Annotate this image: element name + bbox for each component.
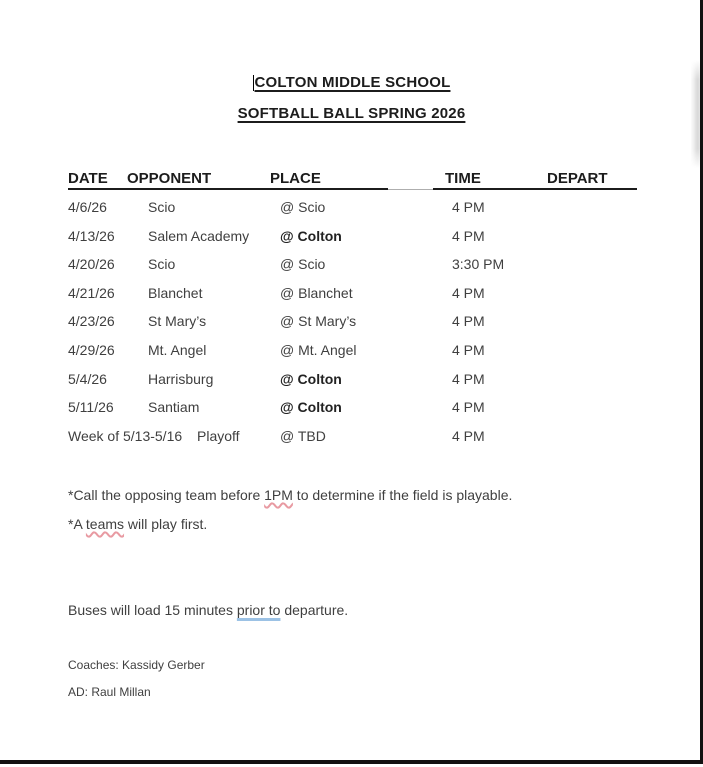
page-edge-shadow xyxy=(691,60,700,168)
header-underline-left xyxy=(68,188,388,190)
cell-time: 4 PM xyxy=(452,228,485,244)
cell-place: @ TBD xyxy=(280,428,326,444)
cell-place: @ Scio xyxy=(280,256,326,272)
header-time: TIME xyxy=(445,170,481,187)
grammar-phrase: prior to xyxy=(236,602,281,618)
note-text: Buses will load 15 minutes xyxy=(68,602,237,618)
footer-coaches: Coaches: Kassidy Gerber xyxy=(68,658,205,672)
note-a-teams xyxy=(68,516,207,532)
table-row xyxy=(0,428,703,450)
cell-opponent: St Mary’s xyxy=(148,313,207,329)
cell-opponent: Santiam xyxy=(148,399,200,415)
cell-time: 4 PM xyxy=(452,428,485,444)
cell-time: 4 PM xyxy=(452,313,485,329)
cell-opponent: Harrisburg xyxy=(148,371,214,387)
cell-place: @ Colton xyxy=(280,371,342,387)
cell-date: 4/13/26 xyxy=(68,228,115,244)
header-opponent: OPPONENT xyxy=(127,170,212,187)
header-place: PLACE xyxy=(270,170,321,187)
doc-title-line1 xyxy=(0,74,703,91)
cell-date: 4/20/26 xyxy=(68,256,115,272)
cell-date: 4/29/26 xyxy=(68,342,115,358)
cell-time: 4 PM xyxy=(452,199,485,215)
note-text: to determine if the field is playable. xyxy=(292,487,513,503)
cell-place: @ Mt. Angel xyxy=(280,342,357,358)
cell-date: 4/6/26 xyxy=(68,199,107,215)
doc-title-line1-text: COLTON MIDDLE SCHOOL xyxy=(254,74,451,91)
header-underline-right xyxy=(433,188,637,190)
header-depart: DEPART xyxy=(547,170,608,187)
note-text: *Call the opposing team before xyxy=(68,487,265,503)
cell-time: 4 PM xyxy=(452,342,485,358)
cell-opponent: Playoff xyxy=(197,428,240,444)
cell-opponent: Blanchet xyxy=(148,285,203,301)
cell-time: 4 PM xyxy=(452,399,485,415)
cell-place: @ Blanchet xyxy=(280,285,353,301)
cell-date: 5/11/26 xyxy=(68,399,114,415)
cell-time: 4 PM xyxy=(452,371,485,387)
spellcheck-word: 1PM xyxy=(264,487,293,503)
doc-title-line2-text: SOFTBALL BALL SPRING 2026 xyxy=(237,105,466,122)
cell-time: 4 PM xyxy=(452,285,485,301)
footer-ad: AD: Raul Millan xyxy=(68,685,151,699)
table-row xyxy=(0,228,703,250)
cell-date: 4/21/26 xyxy=(68,285,115,301)
spellcheck-word: teams xyxy=(85,516,125,532)
doc-title-line2 xyxy=(0,105,703,122)
note-text: departure. xyxy=(280,602,349,618)
note-text: *A xyxy=(68,516,86,532)
cell-place: @ Scio xyxy=(280,199,326,215)
note-text: will play first. xyxy=(124,516,208,532)
table-row xyxy=(0,342,703,364)
cell-opponent: Scio xyxy=(148,199,176,215)
header-underline-middle xyxy=(388,189,433,191)
cell-place: @ Colton xyxy=(280,228,342,244)
cell-opponent: Mt. Angel xyxy=(148,342,207,358)
table-row xyxy=(0,371,703,393)
note-field-playable xyxy=(68,487,512,503)
cell-date: 5/4/26 xyxy=(68,371,107,387)
cell-opponent: Scio xyxy=(148,256,176,272)
cell-place: @ St Mary’s xyxy=(280,313,357,329)
page-bottom-edge xyxy=(0,760,703,764)
cell-place: @ Colton xyxy=(280,399,342,415)
table-row xyxy=(0,199,703,221)
cell-date: Week of 5/13-5/16 xyxy=(68,428,183,444)
table-row xyxy=(0,399,703,421)
cell-opponent: Salem Academy xyxy=(148,228,250,244)
note-buses xyxy=(68,602,348,618)
table-row xyxy=(0,285,703,307)
table-row xyxy=(0,256,703,278)
cell-time: 3:30 PM xyxy=(452,256,505,272)
text-cursor xyxy=(253,75,254,91)
header-date: DATE xyxy=(68,170,108,187)
cell-date: 4/23/26 xyxy=(68,313,115,329)
table-row xyxy=(0,313,703,335)
